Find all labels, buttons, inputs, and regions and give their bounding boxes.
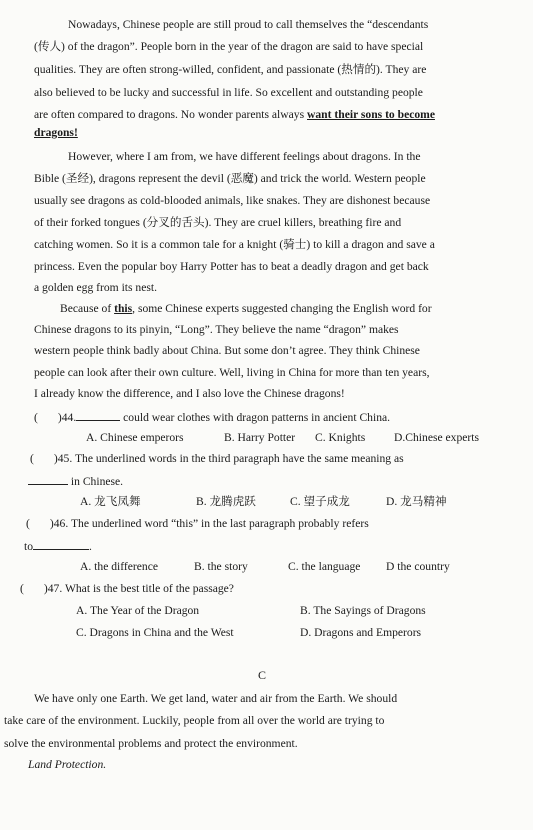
passage-line: solve the environmental problems and protect the environment.	[4, 737, 298, 750]
option-a[interactable]: A. the difference	[80, 560, 159, 573]
question-44	[34, 409, 390, 425]
passage-line: Chinese dragons to its pinyin, “Long”. They believe the name “dragon” makes	[34, 323, 399, 336]
question-46-line2: to .	[24, 540, 92, 553]
passage-line: people can look after their own culture. Well, living in China for more than ten years,	[34, 366, 430, 379]
option-d[interactable]: D. 龙马精神	[386, 495, 447, 508]
question-number: )44.	[57, 411, 77, 424]
passage-line: (传人) of the dragon”. People born in the year of the dragon are said to have special	[34, 40, 424, 53]
option-a[interactable]: A. 龙飞凤舞	[80, 495, 141, 508]
question-text: The underlined word “this” in the last paragraph probably refers	[70, 517, 369, 530]
underlined-phrase: want their sons to become	[307, 108, 435, 121]
option-a[interactable]: A. The Year of the Dragon	[76, 604, 200, 617]
passage-line: Bible (圣经), dragons represent the devil (恶魔) and trick the world. Western people	[34, 172, 426, 185]
option-a[interactable]: A. Chinese emperors	[86, 431, 184, 444]
option-b[interactable]: B. The Sayings of Dragons	[300, 604, 426, 617]
question-text: in Chinese.	[70, 475, 124, 488]
option-b[interactable]: B. Harry Potter	[224, 431, 296, 444]
passage-line: a golden egg from its nest.	[34, 281, 157, 294]
option-c[interactable]: C. Dragons in China and the West	[76, 626, 234, 639]
option-d[interactable]: D.Chinese experts	[394, 431, 480, 444]
question-47	[20, 582, 234, 596]
passage-text: Because of	[60, 302, 115, 315]
question-text: The underlined words in the third paragraph have the same meaning as	[74, 452, 404, 465]
passage-text: , some Chinese experts suggested changing the English word for	[132, 302, 432, 315]
answer-blank	[33, 538, 89, 550]
option-b[interactable]: B. 龙腾虎跃	[196, 495, 256, 508]
passage-line: take care of the environment. Luckily, people from all over the world are trying to	[4, 714, 385, 727]
underlined-phrase: dragons!	[34, 126, 78, 139]
section-heading: C	[258, 668, 267, 682]
option-d[interactable]: D the country	[386, 560, 450, 573]
question-text: to	[24, 540, 34, 553]
section-subtitle: Land Protection.	[28, 758, 107, 771]
passage-line: western people think badly about China. But some don’t agree. They think Chinese	[34, 344, 420, 357]
option-d[interactable]: D. Dragons and Emperors	[300, 626, 422, 639]
answer-paren[interactable]: (	[30, 452, 34, 465]
passage-line: catching women. So it is a common tale for a knight (骑士) to kill a dragon and save a	[34, 238, 435, 251]
answer-paren[interactable]: (	[34, 411, 38, 424]
question-text: could wear clothes with dragon patterns in ancient China.	[123, 411, 391, 424]
passage-text: are often compared to dragons. No wonder parents always	[34, 108, 308, 121]
option-c[interactable]: C. the language	[288, 560, 361, 573]
passage-line: also believed to be lucky and successful in life. So excellent and outstanding people	[34, 86, 423, 99]
passage-line	[60, 302, 432, 316]
passage-line: of their forked tongues (分叉的舌头). They are cruel killers, breathing fire and	[34, 216, 402, 229]
question-number: )46.	[49, 517, 69, 530]
question-text: What is the best title of the passage?	[64, 582, 234, 595]
passage-line: qualities. They are often strong-willed, confident, and passionate (热情的). They are	[34, 63, 427, 76]
answer-paren[interactable]: (	[26, 517, 30, 530]
answer-blank	[76, 409, 120, 421]
passage-line: We have only one Earth. We get land, water and air from the Earth. We should	[34, 692, 398, 705]
question-number: )47.	[43, 582, 63, 595]
answer-blank	[28, 473, 68, 485]
answer-paren[interactable]: (	[20, 582, 24, 595]
option-c[interactable]: C. Knights	[315, 431, 366, 444]
passage-line: princess. Even the popular boy Harry Potter has to beat a deadly dragon and get back	[34, 260, 429, 273]
question-45-line2	[28, 473, 123, 489]
underlined-word: this	[114, 302, 133, 315]
question-45	[30, 452, 404, 466]
passage-line: However, where I am from, we have different feelings about dragons. In the	[68, 150, 421, 163]
option-c[interactable]: C. 望子成龙	[290, 495, 350, 508]
option-b[interactable]: B. the story	[194, 560, 248, 573]
passage-line	[34, 108, 435, 122]
passage-line: I already know the difference, and I also love the Chinese dragons!	[34, 387, 345, 400]
question-number: )45.	[53, 452, 73, 465]
passage-line: usually see dragons as cold-blooded animals, like snakes. They are dishonest because	[34, 194, 431, 207]
question-46	[26, 517, 369, 531]
passage-line: Nowadays, Chinese people are still proud to call themselves the “descendants	[68, 18, 429, 31]
